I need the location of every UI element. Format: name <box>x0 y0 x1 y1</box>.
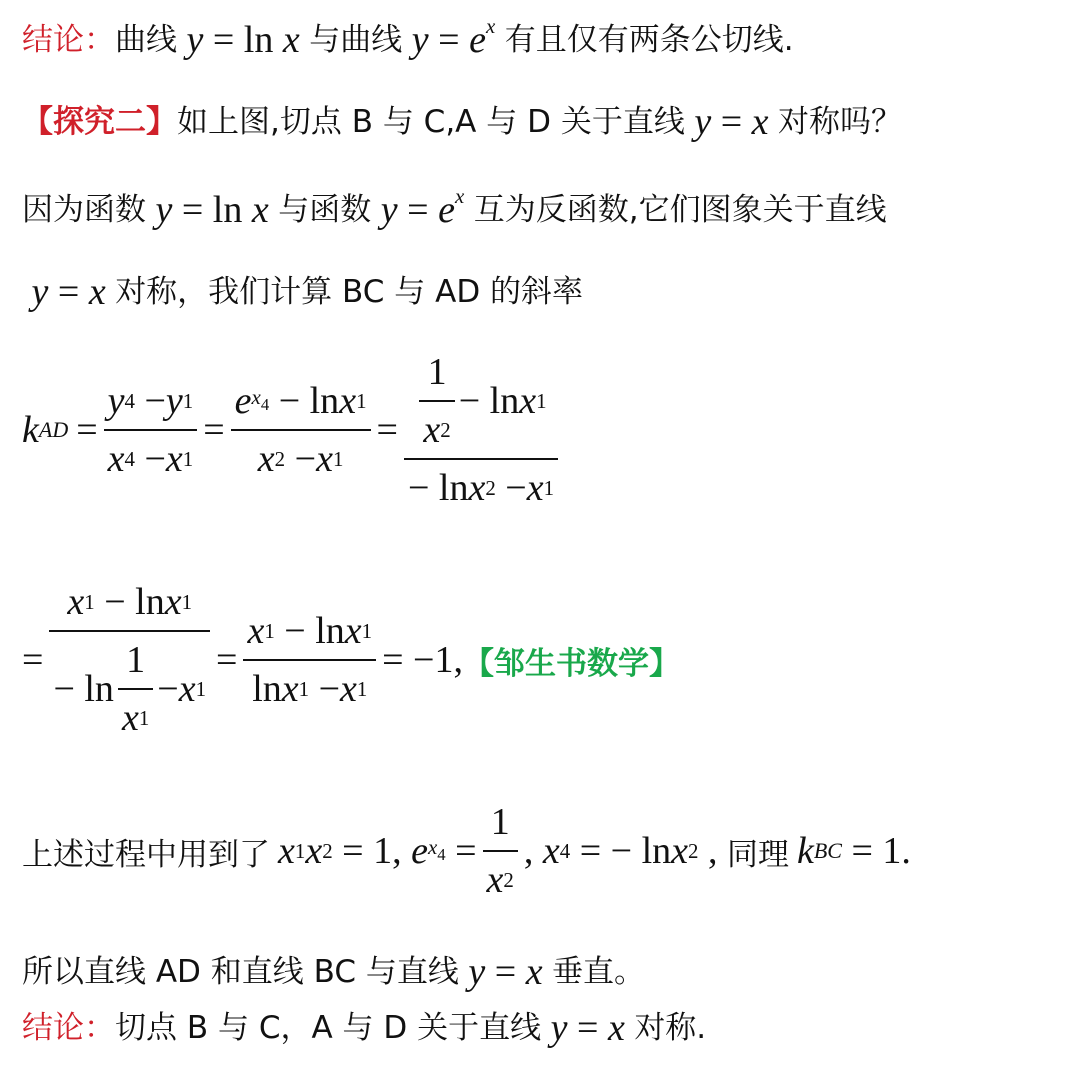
perpendicular-line <box>22 952 645 992</box>
text: 垂直。 <box>552 954 646 990</box>
source-tag: 【邹生书数学】 <box>463 645 680 682</box>
conclusion-label: 结论： <box>22 22 115 58</box>
text: 对称，我们计算 BC 与 AD 的斜率 <box>115 274 584 310</box>
reason-line-2 <box>22 272 583 312</box>
used-facts-line: 上述过程中用到了 x 1 x 2 = 1, e $x_4$ = 1 x 2 , x 4 = − ln x 2 , 同理 k BC = 1. <box>22 801 911 901</box>
text: 切点 B 与 C，A 与 D 关于直线 <box>115 1010 542 1046</box>
text: 有且仅有两条公切线. <box>504 22 794 58</box>
text: 对称吗？ <box>778 104 903 140</box>
fraction: x 1 − ln x 1 − ln 1 x 1 − x 1 <box>49 580 210 740</box>
text: 曲线 <box>115 22 177 58</box>
fraction: 1 x 2 <box>483 800 518 902</box>
conclusion-label: 结论： <box>22 1010 115 1046</box>
fraction: x 1 − ln x 1 ln x 1 − x 1 <box>243 609 376 711</box>
text: 上述过程中用到了 <box>22 836 270 873</box>
conclusion-line-2 <box>22 1008 706 1048</box>
slope-ad-equation: k AD = y 4 − y 1 x 4 − x 1 = e $x_4$ − ln x 1 x 2 − x 1 = 1 x 2 − ln x 1 − ln x 2 − x 1 <box>22 350 564 510</box>
slope-ad-simplified: = x 1 − ln x 1 − ln 1 x 1 − x 1 = x 1 − ln x 1 ln x 1 − x 1 = −1, 【邹生书数学】 <box>22 581 680 739</box>
explore-label: 【探究二】 <box>22 104 177 140</box>
formula-exp: $y = e^x$ <box>380 184 465 231</box>
explore-two-line <box>22 102 902 142</box>
text: 如上图,切点 B 与 C,A 与 D 关于直线 <box>177 104 685 140</box>
text: 互为反函数,它们图象关于直线 <box>473 192 887 228</box>
conclusion-line-1 <box>22 14 794 61</box>
text: 与曲线 <box>309 22 403 58</box>
fraction: 1 x 2 − ln x 1 − ln x 2 − x 1 <box>404 350 558 510</box>
formula-yx: y = x <box>31 271 106 313</box>
formula-ln: y = ln x <box>186 19 300 61</box>
formula-yx: y = x <box>550 1007 625 1049</box>
formula-ln: y = ln x <box>155 189 269 231</box>
formula-yx: y = x <box>468 951 543 993</box>
text: 同理 <box>726 836 789 873</box>
fraction: y 4 − y 1 x 4 − x 1 <box>104 379 198 481</box>
text: 与函数 <box>278 192 372 228</box>
text: 所以直线 AD 和直线 BC 与直线 <box>22 954 459 990</box>
text: 因为函数 <box>22 192 146 228</box>
fraction: e $x_4$ − ln x 1 x 2 − x 1 <box>231 379 371 481</box>
reason-line <box>22 184 887 231</box>
text: 对称. <box>634 1010 707 1046</box>
formula-exp: $y = e^x$ <box>411 14 496 61</box>
formula-yx: y = x <box>694 101 769 143</box>
